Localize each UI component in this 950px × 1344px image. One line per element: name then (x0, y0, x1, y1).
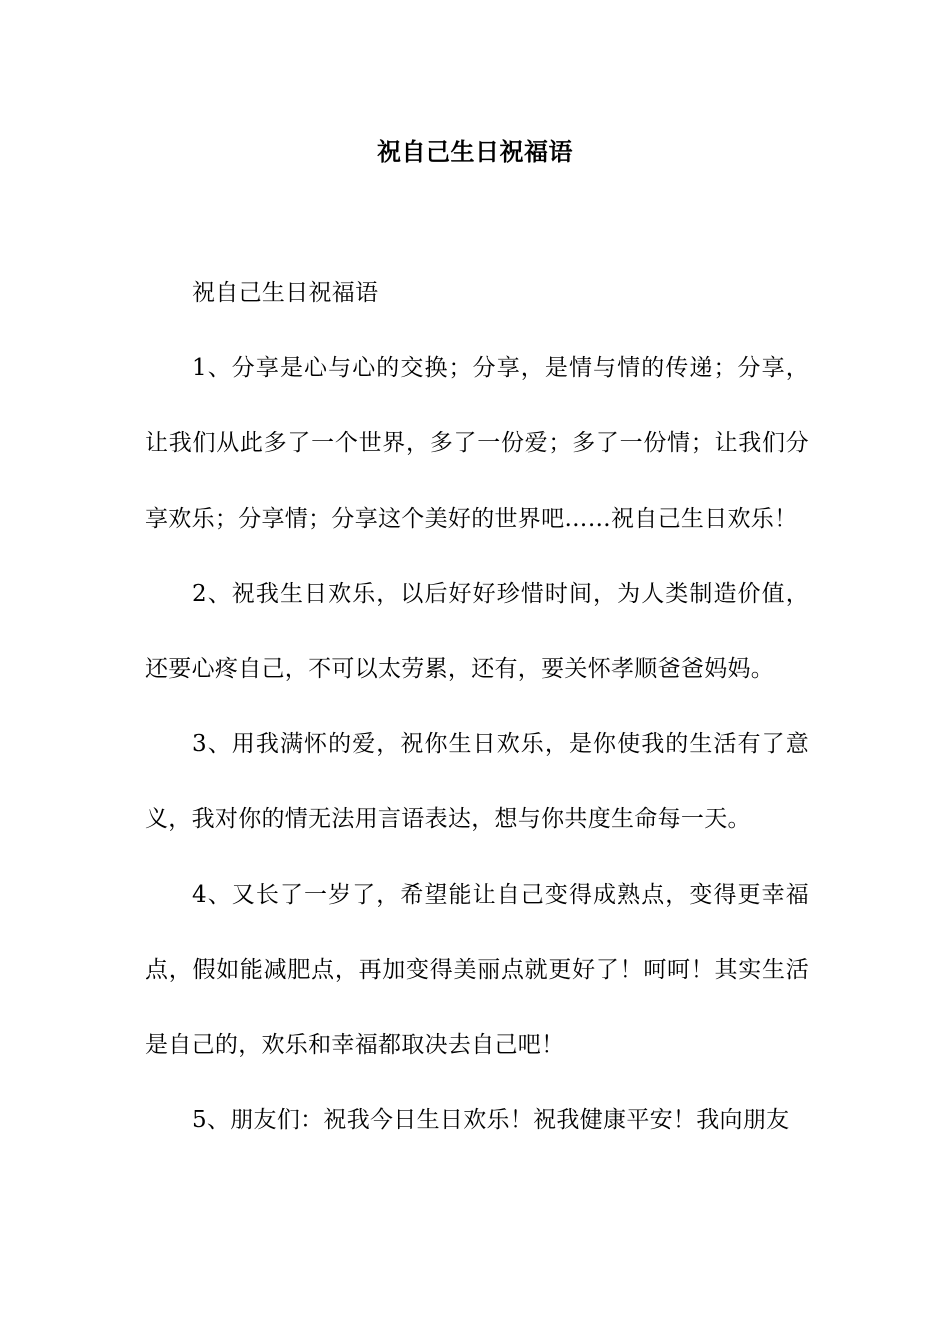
document-title: 祝自己生日祝福语 (377, 138, 573, 166)
paragraph-4: 4、又长了一岁了，希望能让自己变得成熟点，变得更幸福点，假如能减肥点，再加变得美丽点就更好了！呵呵！其实生活是自己的，欢乐和幸福都取决去自己吧！ (145, 881, 809, 1059)
paragraph-2: 2、祝我生日欢乐，以后好好珍惜时间，为人类制造价值，还要心疼自己，不可以太劳累，还有，要关怀孝顺爸爸妈妈。 (145, 580, 809, 683)
document-body (145, 256, 809, 1158)
paragraph-3: 3、用我满怀的爱，祝你生日欢乐，是你使我的生活有了意义，我对你的情无法用言语表达，想与你共度生命每一天。 (145, 731, 809, 833)
paragraph-1: 1、分享是心与心的交换；分享，是情与情的传递；分享，让我们从此多了一个世界，多了一份爱；多了一份情；让我们分享欢乐；分享情；分享这个美好的世界吧……祝自己生日欢乐！ (145, 355, 809, 532)
paragraph-5: 5、朋友们：祝我今日生日欢乐！祝我健康平安！我向朋友 (192, 1107, 790, 1134)
document-subtitle: 祝自己生日祝福语 (192, 280, 379, 306)
